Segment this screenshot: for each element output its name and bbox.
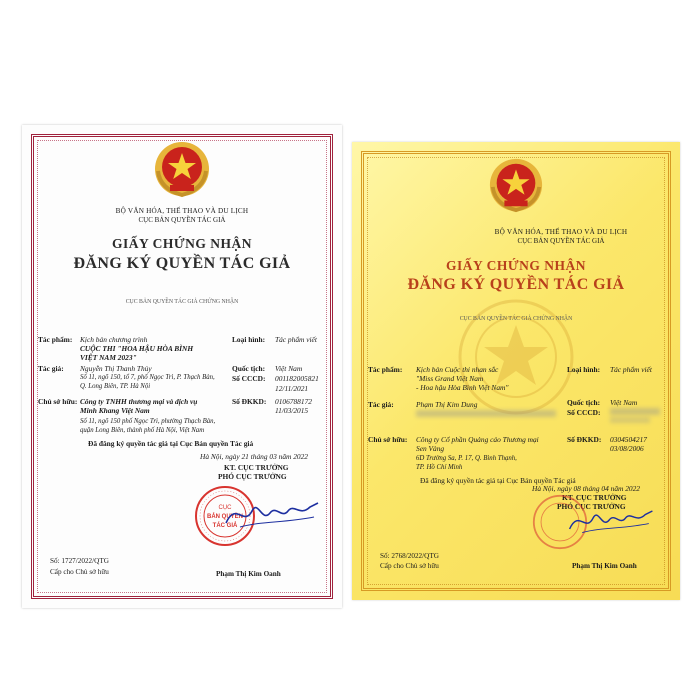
place-date: Hà Nội, ngày 08 tháng 04 năm 2022 <box>532 484 640 493</box>
author-name: Nguyễn Thị Thanh Thủy <box>80 364 152 373</box>
certificate-title-2: ĐĂNG KÝ QUYỀN TÁC GIẢ <box>407 276 625 293</box>
signer-name: Phạm Thị Kim Oanh <box>572 562 637 570</box>
signer-name: Phạm Thị Kim Oanh <box>216 570 281 578</box>
redacted-id-date <box>610 417 650 423</box>
id-label: Số CCCD: <box>567 408 601 417</box>
id-label: Số CCCD: <box>232 374 266 383</box>
certificate-number: Số: 1727/2022/QTG <box>50 557 109 565</box>
biz-reg-label: Số ĐKKD: <box>232 397 267 406</box>
signer-title-1: KT. CỤC TRƯỞNG <box>224 463 289 472</box>
owner-label: Chủ sở hữu: <box>38 397 78 406</box>
office-name: CỤC BẢN QUYỀN TÁC GIẢ <box>517 237 605 245</box>
owner-address-1: Số 11, ngõ 150 phố Ngọc Trì, phường Thạch Bàn, <box>80 418 216 425</box>
biz-reg-date: 03/08/2006 <box>610 444 644 453</box>
id-date: 12/11/2021 <box>275 384 309 393</box>
owner-address-1: 6D Trường Sa, P. 17, Q. Bình Thạnh, <box>416 455 517 462</box>
author-address-2: Q. Long Biên, TP. Hà Nội <box>80 383 151 390</box>
national-emblem-icon <box>487 156 545 214</box>
signer-title-2: PHÓ CỤC TRƯỞNG <box>218 472 287 481</box>
place-date: Hà Nội, ngày 21 tháng 03 năm 2022 <box>200 452 308 461</box>
author-label: Tác giả: <box>38 364 64 373</box>
certification-statement: CỤC BẢN QUYỀN TÁC GIẢ CHỨNG NHẬN <box>459 316 573 322</box>
nationality-value: Việt Nam <box>610 398 638 407</box>
certification-statement: CỤC BẢN QUYỀN TÁC GIẢ CHỨNG NHẬN <box>125 299 239 305</box>
ministry-name: BỘ VĂN HÓA, THỂ THAO VÀ DU LỊCH <box>494 228 628 236</box>
certificate-title-1: GIẤY CHỨNG NHẬN <box>446 258 586 273</box>
biz-reg-date: 11/03/2015 <box>275 406 309 415</box>
author-name: Phạm Thị Kim Dung <box>416 400 478 409</box>
biz-reg-label: Số ĐKKD: <box>567 435 602 444</box>
nationality-label: Quốc tịch: <box>567 398 601 407</box>
signer-title-2: PHÓ CỤC TRƯỞNG <box>557 502 626 511</box>
registration-statement: Đã đăng ký quyền tác giả tại Cục Bản quyền Tác giả <box>420 476 576 485</box>
owner-line-2: Sen Vàng <box>416 444 445 453</box>
nationality-label: Quốc tịch: <box>232 364 266 373</box>
work-line-1: Kịch bản chương trình <box>80 335 148 344</box>
registration-statement: Đã đăng ký quyền tác giả tại Cục Bản quyền Tác giả <box>88 439 254 448</box>
work-line-2: "Miss Grand Việt Nam <box>416 374 484 383</box>
certificate-title-2: ĐĂNG KÝ QUYỀN TÁC GIẢ <box>73 255 291 272</box>
biz-reg-value: 0304504217 <box>610 435 647 444</box>
issued-to: Cấp cho Chủ sở hữu <box>50 568 109 576</box>
owner-line-1: Công ty TNHH thương mại và dịch vụ <box>80 397 198 406</box>
signature-icon <box>222 493 322 533</box>
type-value: Tác phẩm viết <box>275 335 317 344</box>
signer-title-1: KT. CỤC TRƯỞNG <box>562 493 627 502</box>
type-value: Tác phẩm viết <box>610 365 652 374</box>
seal-text-top: CỤC <box>218 505 232 511</box>
redacted-id <box>610 408 660 415</box>
work-label: Tác phẩm: <box>38 335 73 344</box>
certificate-right <box>352 142 680 600</box>
seal-text-mid: BẢN QUYỀN <box>206 514 244 520</box>
certificate-number: Số: 2768/2022/QTG <box>380 552 439 560</box>
nationality-value: Việt Nam <box>275 364 303 373</box>
work-line-2: CUỘC THI "HOA HẬU HÒA BÌNH <box>80 344 194 353</box>
type-label: Loại hình: <box>232 335 266 344</box>
work-line-3: VIỆT NAM 2023" <box>80 353 137 362</box>
national-emblem-icon <box>152 139 212 199</box>
signature-icon <box>566 502 656 538</box>
redacted-address <box>416 410 556 417</box>
author-address-1: Số 11, ngõ 150, tổ 7, phố Ngọc Trì, P. Thạch Bàn, <box>80 374 215 381</box>
work-line-1: Kịch bản Cuộc thi nhan sắc <box>416 365 499 374</box>
owner-address-2: TP. Hồ Chí Minh <box>416 464 463 471</box>
owner-label: Chủ sở hữu: <box>368 435 408 444</box>
certificate-left <box>22 125 342 608</box>
office-name: CỤC BẢN QUYỀN TÁC GIẢ <box>138 216 226 224</box>
owner-line-2: Minh Khang Việt Nam <box>80 406 150 415</box>
ministry-name: BỘ VĂN HÓA, THỂ THAO VÀ DU LỊCH <box>115 207 249 215</box>
work-line-3: - Hoa hậu Hòa Bình Việt Nam" <box>416 383 509 392</box>
id-value: 001182005821 <box>275 374 319 383</box>
biz-reg-value: 0106788172 <box>275 397 312 406</box>
watermark-emblem-icon <box>456 297 576 417</box>
owner-line-1: Công ty Cổ phần Quảng cáo Thương mại <box>416 435 539 444</box>
author-label: Tác giả: <box>368 400 394 409</box>
issued-to: Cấp cho Chủ sở hữu <box>380 562 439 570</box>
type-label: Loại hình: <box>567 365 601 374</box>
owner-address-2: quận Long Biên, thành phố Hà Nội, Việt Nam <box>80 427 205 434</box>
certificate-title-1: GIẤY CHỨNG NHẬN <box>112 236 252 251</box>
seal-text-bottom: TÁC GIẢ <box>212 523 238 529</box>
work-label: Tác phẩm: <box>368 365 403 374</box>
